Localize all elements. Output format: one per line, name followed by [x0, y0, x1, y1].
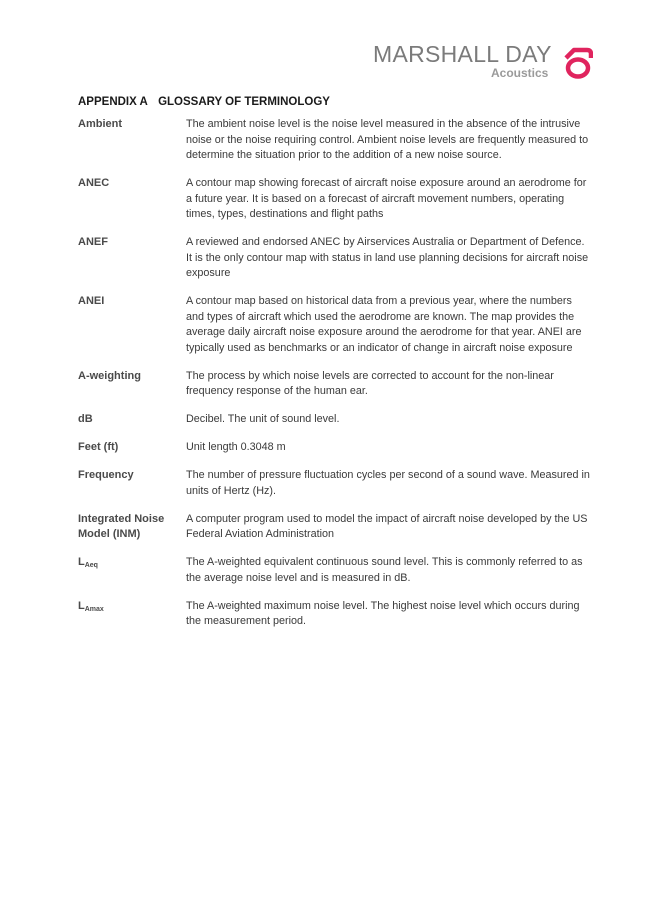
- glossary-row-inm: [78, 512, 590, 543]
- appendix-heading: [78, 96, 330, 108]
- glossary-term: Feet (ft): [78, 441, 119, 453]
- glossary-term: ANEF: [78, 236, 108, 248]
- logo-mark-icon: [563, 46, 593, 79]
- logo-wordmark: MARSHALL DAY: [373, 41, 552, 67]
- glossary-table: [78, 117, 590, 642]
- glossary-row-lamax: [78, 599, 590, 630]
- logo-subtitle: Acoustics: [491, 66, 549, 80]
- term-symbol: L: [78, 556, 85, 568]
- glossary-row-a-weighting: [78, 369, 590, 400]
- glossary-term: Ambient: [78, 118, 122, 130]
- glossary-row-ambient: [78, 117, 590, 164]
- glossary-term: Integrated Noise Model (INM): [78, 512, 165, 540]
- glossary-definition: The A-weighted maximum noise level. The highest noise level which occurs during the measurement period.: [186, 599, 580, 627]
- term-subscript: Amax: [84, 605, 104, 613]
- glossary-term: ANEC: [78, 177, 110, 189]
- appendix-label: APPENDIX A: [78, 96, 148, 108]
- glossary-definition: A contour map showing forecast of aircraft noise exposure around an aerodrome for a future year. It is based on a forecast of aircraft movement numbers, operating times, types, destinations and flight paths: [186, 177, 587, 220]
- glossary-term: ANEI: [78, 295, 105, 307]
- glossary-row-anec: [78, 176, 590, 223]
- glossary-definition: Decibel. The unit of sound level.: [186, 413, 340, 425]
- glossary-term: dB: [78, 413, 93, 425]
- company-logo: [373, 41, 598, 81]
- glossary-definition: A contour map based on historical data from a previous year, where the numbers and types of aircraft which used the aerodrome are known. The map provides the average daily aircraft noise exposure around the aerodrome for that year. ANEI are typically used as benchmarks or an indicator of change in aircraft noise exposure: [186, 295, 582, 354]
- glossary-definition: The ambient noise level is the noise level measured in the absence of the intrusive noise or the noise requiring control. Ambient noise levels are frequently measured to determine the situation prior to the addition of a new noise source.: [186, 118, 589, 161]
- glossary-definition: A computer program used to model the impact of aircraft noise developed by the US Federal Aviation Administration: [186, 512, 588, 540]
- glossary-row-anei: [78, 294, 590, 356]
- term-symbol: L: [78, 599, 85, 612]
- glossary-term: [78, 555, 186, 586]
- glossary-row-laeq: [78, 555, 590, 586]
- glossary-term: A-weighting: [78, 369, 141, 382]
- glossary-definition: The process by which noise levels are corrected to account for the non-linear frequency response of the human ear.: [186, 369, 554, 397]
- glossary-row-anef: [78, 235, 590, 282]
- term-subscript: Aeq: [84, 562, 98, 569]
- glossary-row-feet: [78, 440, 590, 456]
- glossary-definition: The A-weighted equivalent continuous sound level. This is commonly referred to as the average noise level and is measured in dB.: [186, 556, 583, 584]
- glossary-term: [78, 599, 186, 630]
- glossary-definition: Unit length 0.3048 m: [186, 441, 286, 453]
- glossary-row-db: [78, 412, 590, 428]
- glossary-term: Frequency: [78, 469, 134, 481]
- appendix-title: GLOSSARY OF TERMINOLOGY: [158, 96, 330, 108]
- glossary-definition: The number of pressure fluctuation cycles per second of a sound wave. Measured in units of Hertz (Hz).: [186, 469, 590, 497]
- glossary-row-frequency: [78, 468, 590, 499]
- glossary-definition: A reviewed and endorsed ANEC by Airservices Australia or Department of Defence. It is the only contour map with status in land use planning decisions for aircraft noise exposure: [186, 236, 589, 279]
